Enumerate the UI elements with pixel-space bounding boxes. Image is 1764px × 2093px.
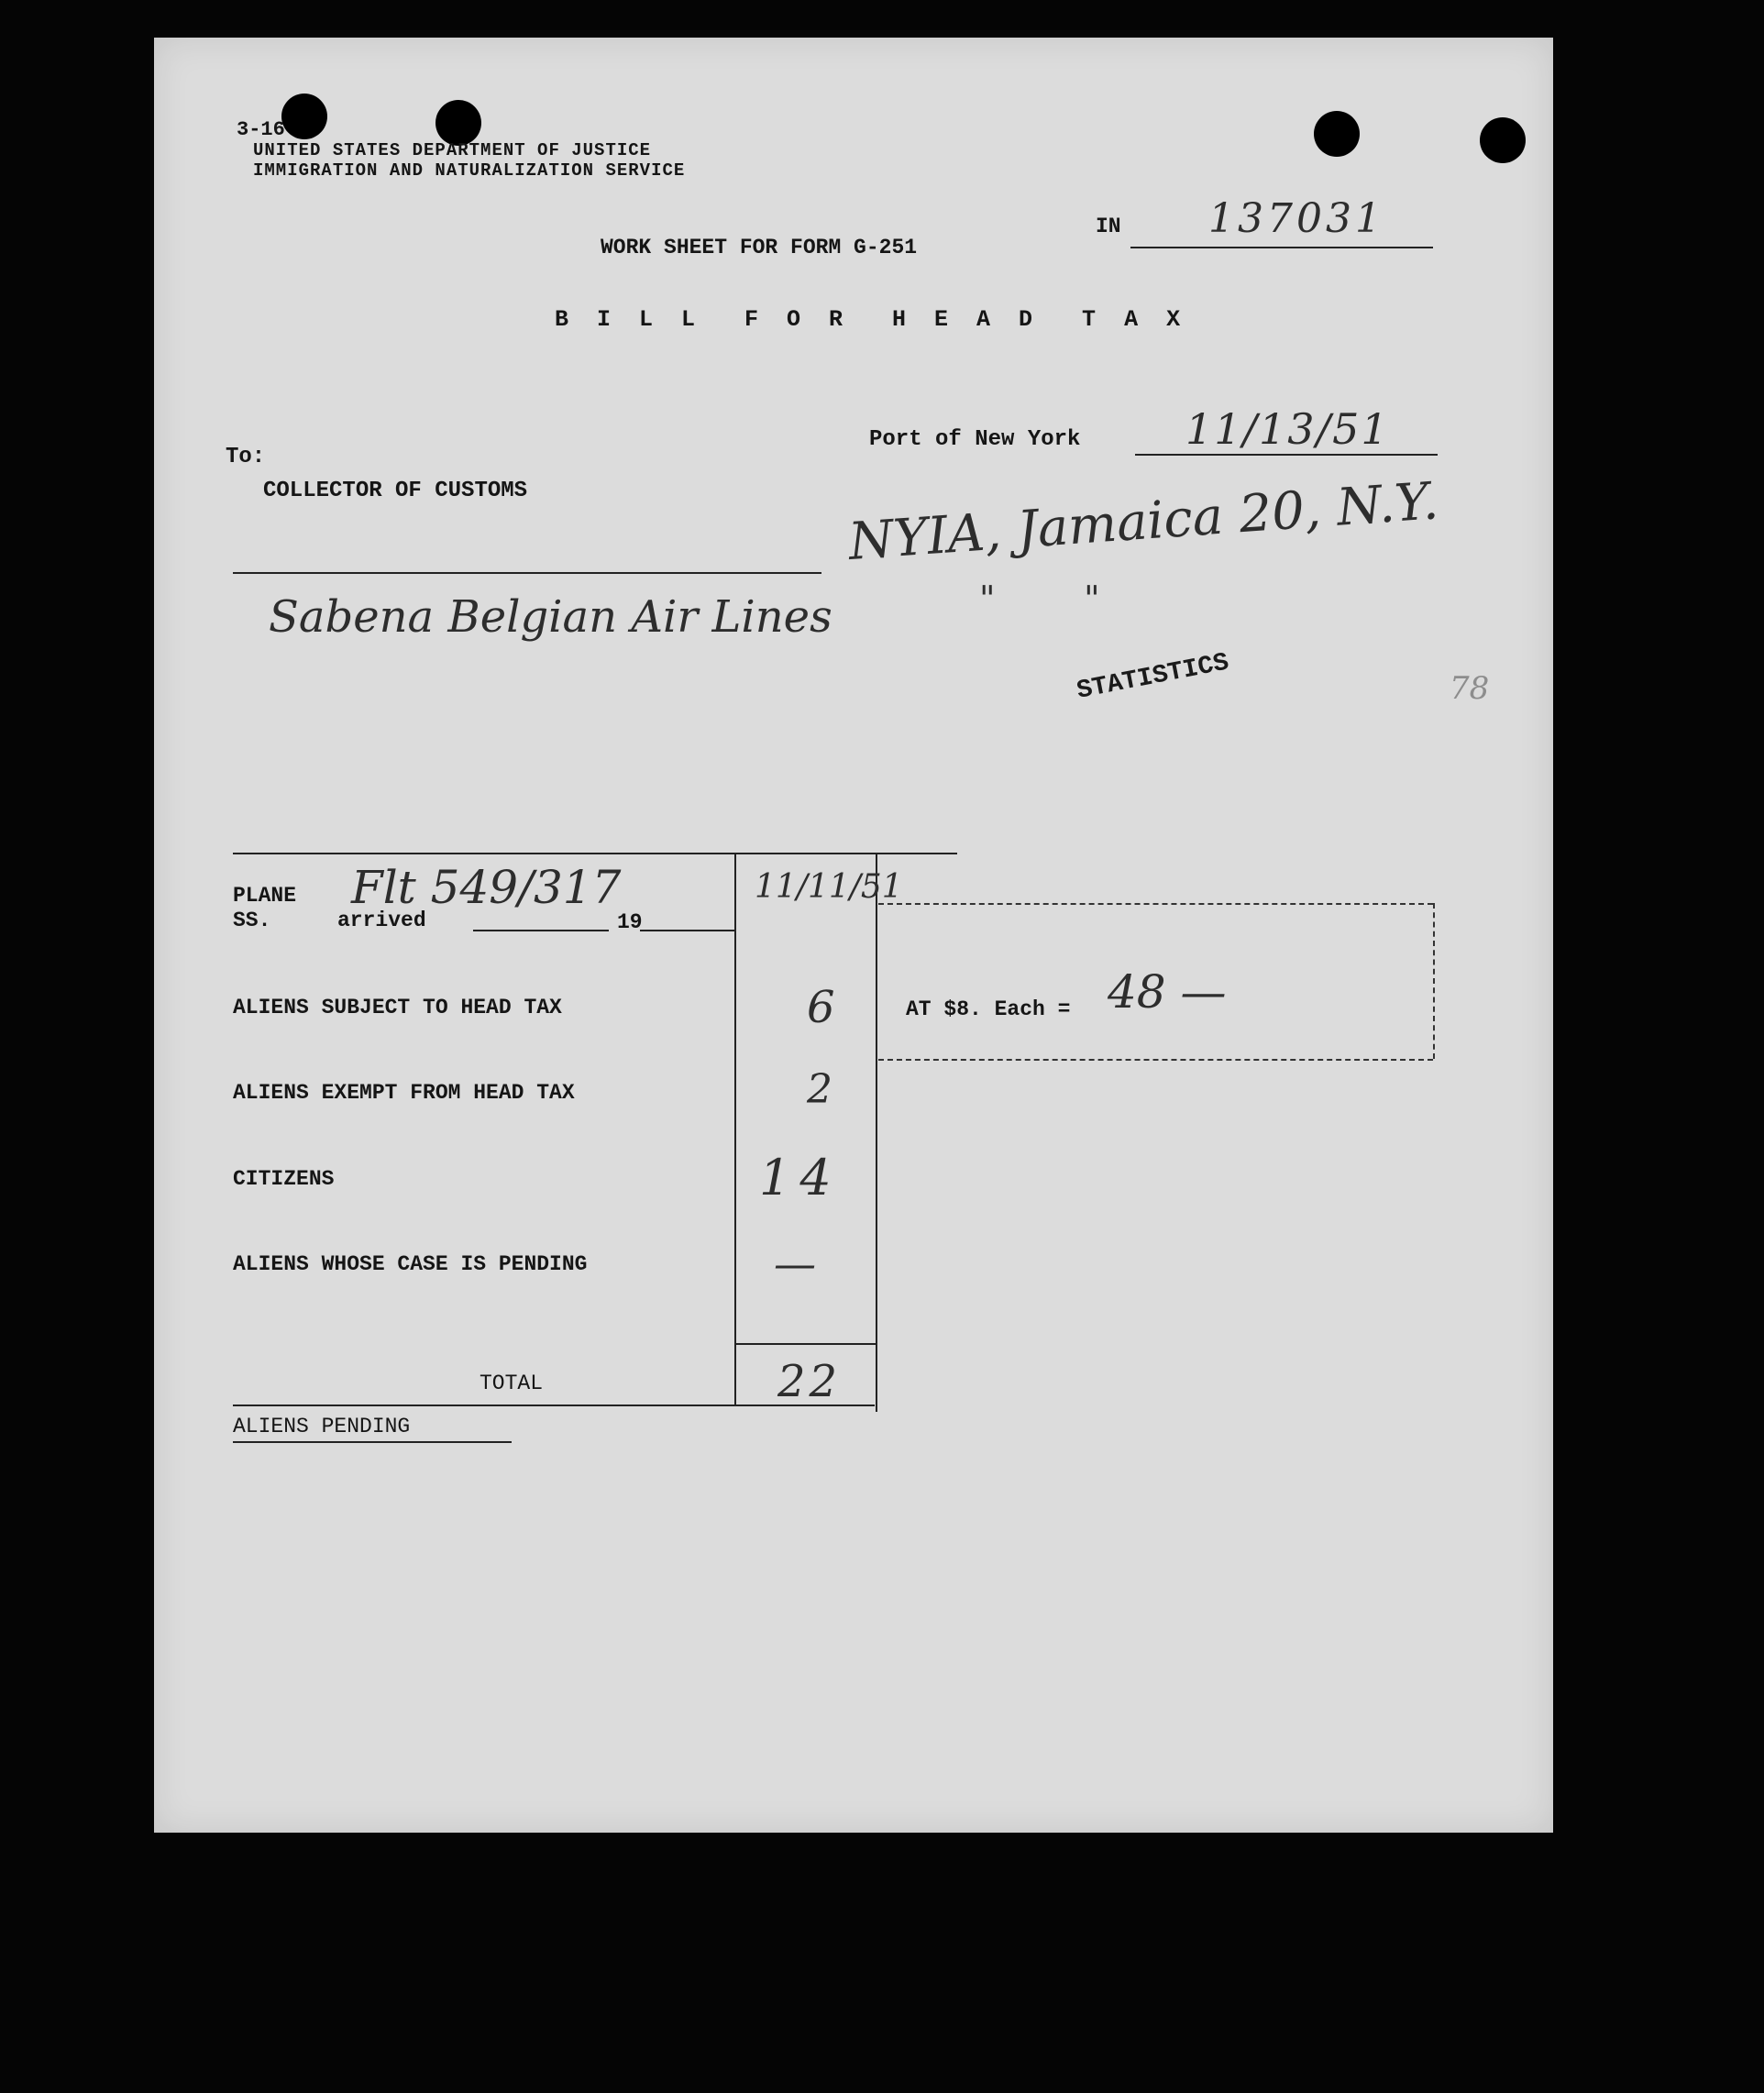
address-handwritten: NYIA, Jamaica 20, N.Y.: [846, 471, 1440, 572]
port-date-underline: [1135, 454, 1438, 456]
plane-label: PLANE: [233, 884, 297, 908]
ss-label: SS.: [233, 909, 271, 932]
aliens-pending-underline: [233, 1441, 512, 1443]
table-column-divider: [734, 853, 736, 1405]
form-number: 3-16: [237, 118, 285, 141]
rate-box-top: [878, 903, 1433, 905]
arrived-label: arrived: [337, 909, 426, 932]
in-label: IN: [1096, 215, 1121, 238]
form-title: WORK SHEET FOR FORM G-251: [601, 236, 918, 259]
punch-hole: [281, 94, 327, 139]
row-value: 6: [807, 982, 835, 1033]
margin-number: 78: [1450, 670, 1490, 707]
plane-row-rule: [640, 930, 734, 931]
agency-line-2: IMMIGRATION AND NATURALIZATION SERVICE: [253, 160, 686, 181]
row-value: —: [774, 1239, 816, 1288]
row-label: ALIENS EXEMPT FROM HEAD TAX: [233, 1081, 575, 1105]
port-label: Port of New York: [869, 427, 1081, 452]
port-date: 11/13/51: [1185, 404, 1390, 454]
in-number-underline: [1130, 247, 1433, 248]
total-label: TOTAL: [480, 1371, 544, 1395]
in-number: 137031: [1208, 195, 1384, 242]
year-prefix: 19: [617, 910, 643, 934]
aliens-pending-label: ALIENS PENDING: [233, 1415, 411, 1438]
to-name: COLLECTOR OF CUSTOMS: [263, 479, 528, 503]
row-value: 14: [759, 1149, 841, 1206]
ditto-marks: " ": [979, 578, 1100, 619]
arrived-underline: [473, 930, 609, 931]
statistics-stamp: STATISTICS: [1075, 648, 1231, 706]
total-value: 22: [777, 1356, 842, 1407]
addressee-underline: [233, 572, 821, 574]
document-page: [154, 38, 1553, 1833]
table-right-border: [876, 853, 877, 1412]
rate-label: AT $8. Each =: [906, 997, 1071, 1021]
flight-handwritten: Flt 549/317: [351, 861, 622, 914]
rate-box-right: [1433, 903, 1435, 1059]
table-top-rule: [233, 853, 957, 854]
agency-line-1: UNITED STATES DEPARTMENT OF JUSTICE: [253, 140, 652, 160]
rate-box-bottom: [878, 1059, 1433, 1061]
arrival-date: 11/11/51: [755, 868, 903, 906]
to-label: To:: [226, 445, 266, 469]
row-label: ALIENS WHOSE CASE IS PENDING: [233, 1252, 588, 1276]
table-total-rule: [734, 1343, 876, 1345]
carrier-handwritten: Sabena Belgian Air Lines: [269, 591, 832, 643]
punch-hole: [1314, 111, 1360, 157]
row-label: CITIZENS: [233, 1167, 335, 1191]
punch-hole: [435, 100, 481, 146]
punch-hole: [1480, 117, 1526, 163]
row-value: 2: [807, 1066, 832, 1113]
form-subtitle: B I L L F O R H E A D T A X: [555, 306, 1188, 333]
rate-amount: 48 —: [1108, 965, 1227, 1019]
row-label: ALIENS SUBJECT TO HEAD TAX: [233, 996, 562, 1019]
